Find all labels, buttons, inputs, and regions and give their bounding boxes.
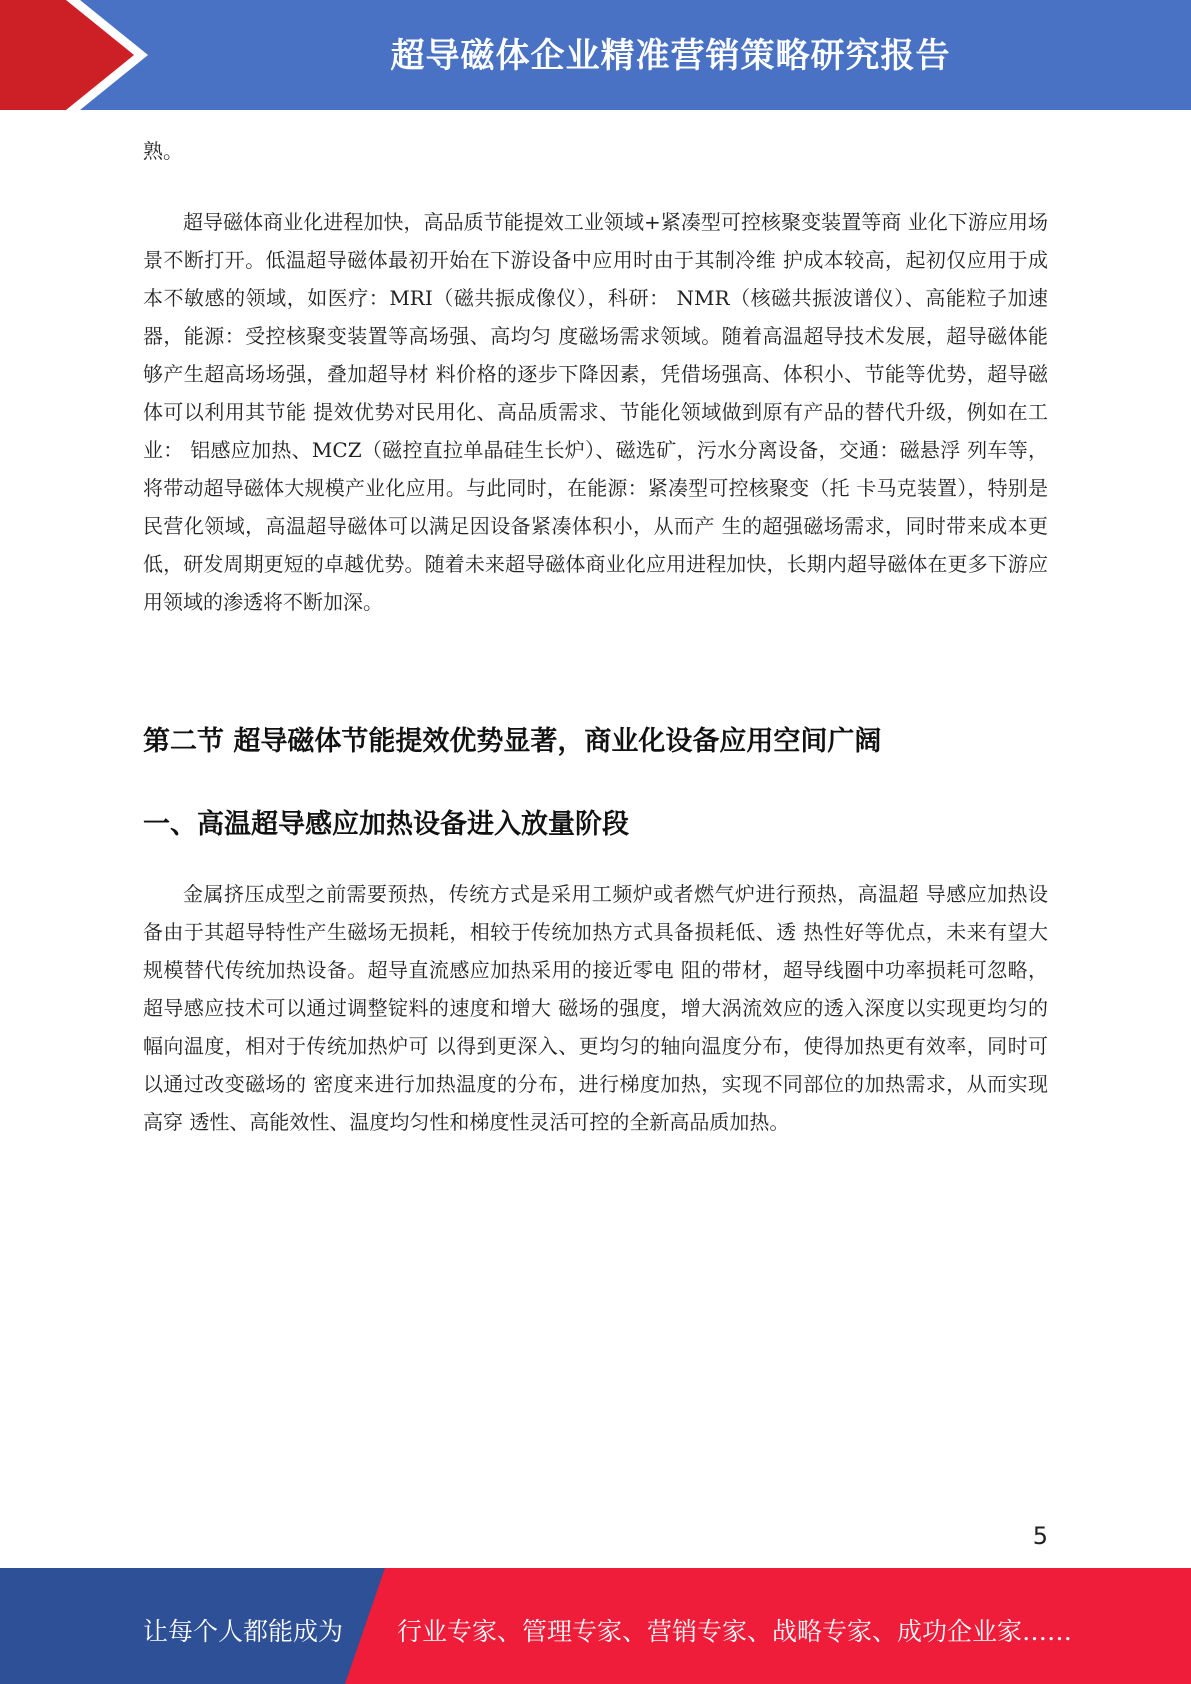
page-footer (0, 1568, 1191, 1684)
report-title: 超导磁体企业精准营销策略研究报告 (390, 36, 951, 76)
page-number: 5 (1032, 1522, 1048, 1550)
footer-slogan-right: 行业专家、管理专家、营销专家、战略专家、成功企业家…… (397, 1617, 1073, 1646)
continued-fragment: 熟。 (143, 139, 183, 163)
paragraph-commercialization: 超导磁体商业化进程加快，高品质节能提效工业领域+紧凑型可控核聚变装置等商 业化下游应用场景不断打开。低温超导磁体最初开始在下游设备中应用时由于其制冷维 护成本较高，起初仅应用于成本不敏感的领域，如医疗：MRI（磁共振成像仪），科研： NMR（核磁共振波谱仪）、高能粒子加速器，能源：受控核聚变装置等高场强、高均匀 度磁场需求领域。随着高温超导技术发展，超导磁体能够产生超高场场强，叠加超导材 料价格的逐步下降因素，凭借场强高、体积小、节能等优势，超导磁体可以利用其节能 提效优势对民用化、高品质需求、节能化领域做到原有产品的替代升级，例如在工业： 铝感应加热、MCZ（磁控直拉单晶硅生长炉）、磁选矿，污水分离设备，交通：磁悬浮 列车等，将带动超导磁体大规模产业化应用。与此同时，在能源：紧凑型可控核聚变（托 卡马克装置），特别是民营化领域，高温超导磁体可以满足因设备紧凑体积小，从而产 生的超强磁场需求，同时带来成本更低，研发周期更短的卓越优势。随着未来超导磁体商业化应用进程加快，长期内超导磁体在更多下游应用领域的渗透将不断加深。 (143, 210, 1048, 614)
footer-slogan-left: 让每个人都能成为 (143, 1617, 344, 1646)
page-header (0, 0, 1191, 110)
paragraph-induction-heating: 金属挤压成型之前需要预热，传统方式是采用工频炉或者燃气炉进行预热，高温超 导感应加热设备由于其超导特性产生磁场无损耗，相较于传统加热方式具备损耗低、透 热性好等优点，未来有望大规模替代传统加热设备。超导直流感应加热采用的接近零电 阻的带材，超导线圈中功率损耗可忽略，超导感应技术可以通过调整锭料的速度和增大 磁场的强度，增大涡流效应的透入深度以实现更均匀的幅向温度，相对于传统加热炉可 以得到更深入、更均匀的轴向温度分布，使得加热更有效率，同时可以通过改变磁场的 密度来进行加热温度的分布，进行梯度加热，实现不同部位的加热需求，从而实现高穿 透性、高能效性、温度均匀性和梯度性灵活可控的全新高品质加热。 (143, 882, 1048, 1134)
subsection-heading: 一、高温超导感应加热设备进入放量阶段 (143, 809, 629, 840)
section-heading: 第二节 超导磁体节能提效优势显著，商业化设备应用空间广阔 (143, 726, 882, 757)
